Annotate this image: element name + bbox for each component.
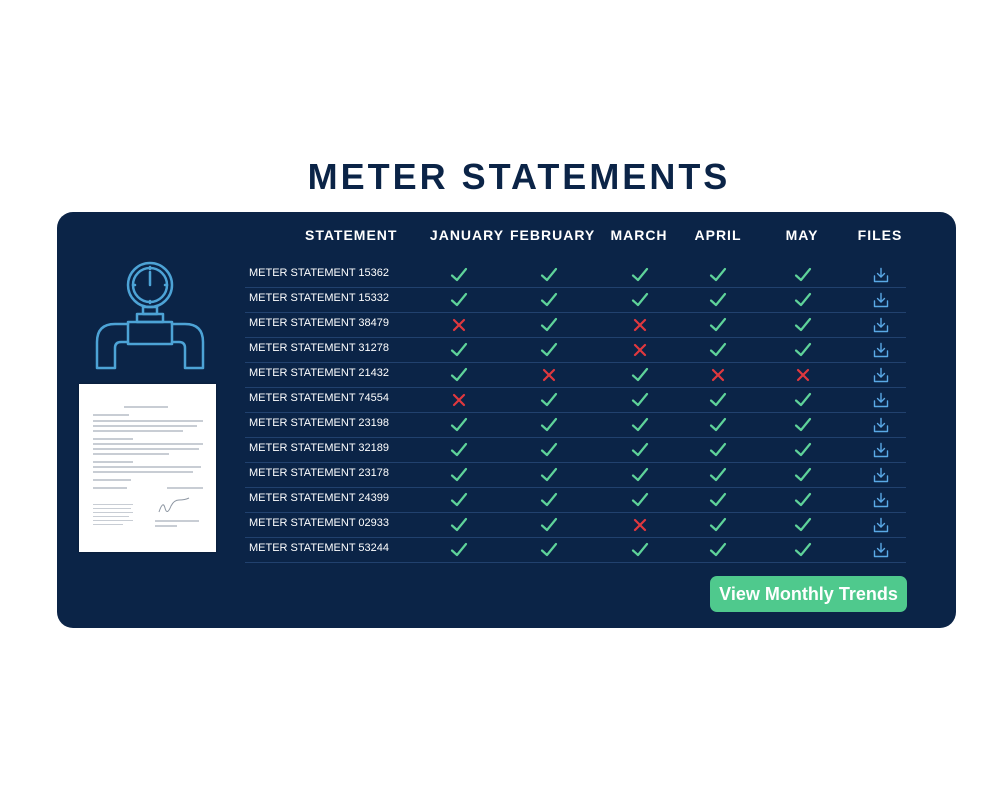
table-row	[245, 387, 906, 413]
statement-label: METER STATEMENT 53244	[249, 542, 389, 554]
cross-icon	[534, 362, 564, 387]
statement-label: METER STATEMENT 23198	[249, 417, 389, 429]
download-icon[interactable]	[866, 387, 896, 412]
cross-icon	[625, 312, 655, 337]
check-icon	[625, 487, 655, 512]
check-icon	[534, 387, 564, 412]
download-icon[interactable]	[866, 462, 896, 487]
check-icon	[788, 537, 818, 562]
check-icon	[703, 312, 733, 337]
check-icon	[444, 537, 474, 562]
check-icon	[625, 412, 655, 437]
statement-label: METER STATEMENT 21432	[249, 367, 389, 379]
check-icon	[534, 437, 564, 462]
statement-label: METER STATEMENT 24399	[249, 492, 389, 504]
check-icon	[625, 437, 655, 462]
check-icon	[444, 287, 474, 312]
statement-label: METER STATEMENT 02933	[249, 517, 389, 529]
check-icon	[703, 287, 733, 312]
pressure-gauge-pipe-icon	[57, 212, 237, 382]
statements-panel	[57, 212, 956, 628]
download-icon[interactable]	[866, 512, 896, 537]
download-icon[interactable]	[866, 337, 896, 362]
download-icon[interactable]	[866, 362, 896, 387]
check-icon	[788, 487, 818, 512]
table-row	[245, 462, 906, 488]
check-icon	[788, 512, 818, 537]
check-icon	[444, 337, 474, 362]
check-icon	[703, 387, 733, 412]
check-icon	[444, 487, 474, 512]
cross-icon	[703, 362, 733, 387]
table-row	[245, 287, 906, 313]
table-row	[245, 537, 906, 563]
check-icon	[534, 487, 564, 512]
check-icon	[703, 262, 733, 287]
check-icon	[788, 437, 818, 462]
statement-label: METER STATEMENT 23178	[249, 467, 389, 479]
check-icon	[788, 262, 818, 287]
check-icon	[444, 412, 474, 437]
download-icon[interactable]	[866, 287, 896, 312]
statement-label: METER STATEMENT 38479	[249, 317, 389, 329]
header-february: FEBRUARY	[510, 227, 596, 243]
header-january: JANUARY	[429, 227, 505, 243]
view-monthly-trends-button[interactable]: View Monthly Trends	[710, 576, 907, 612]
check-icon	[788, 337, 818, 362]
check-icon	[788, 312, 818, 337]
table-row	[245, 412, 906, 438]
table-row	[245, 337, 906, 363]
statement-label: METER STATEMENT 31278	[249, 342, 389, 354]
page-title: METER STATEMENTS	[307, 156, 731, 197]
check-icon	[625, 287, 655, 312]
statement-label: METER STATEMENT 15332	[249, 292, 389, 304]
table-row	[245, 512, 906, 538]
check-icon	[444, 512, 474, 537]
header-may: MAY	[785, 227, 819, 243]
check-icon	[788, 287, 818, 312]
table-row	[245, 262, 906, 288]
header-march: MARCH	[610, 227, 668, 243]
check-icon	[625, 262, 655, 287]
check-icon	[625, 537, 655, 562]
check-icon	[534, 337, 564, 362]
statement-label: METER STATEMENT 74554	[249, 392, 389, 404]
header-statement: STATEMENT	[305, 227, 398, 243]
check-icon	[444, 437, 474, 462]
download-icon[interactable]	[866, 312, 896, 337]
cross-icon	[788, 362, 818, 387]
check-icon	[703, 537, 733, 562]
check-icon	[703, 337, 733, 362]
statement-label: METER STATEMENT 15362	[249, 267, 389, 279]
header-files: FILES	[857, 227, 903, 243]
check-icon	[703, 487, 733, 512]
check-icon	[444, 262, 474, 287]
check-icon	[534, 412, 564, 437]
check-icon	[788, 387, 818, 412]
download-icon[interactable]	[866, 487, 896, 512]
check-icon	[703, 512, 733, 537]
statement-label: METER STATEMENT 32189	[249, 442, 389, 454]
check-icon	[625, 387, 655, 412]
cross-icon	[444, 387, 474, 412]
check-icon	[534, 262, 564, 287]
table-row	[245, 437, 906, 463]
check-icon	[703, 437, 733, 462]
download-icon[interactable]	[866, 437, 896, 462]
check-icon	[788, 412, 818, 437]
signed-document-icon	[79, 384, 216, 552]
check-icon	[703, 462, 733, 487]
check-icon	[444, 462, 474, 487]
cross-icon	[625, 337, 655, 362]
check-icon	[444, 362, 474, 387]
check-icon	[534, 537, 564, 562]
check-icon	[534, 287, 564, 312]
check-icon	[703, 412, 733, 437]
check-icon	[534, 512, 564, 537]
header-april: APRIL	[694, 227, 742, 243]
table-row	[245, 487, 906, 513]
cross-icon	[444, 312, 474, 337]
download-icon[interactable]	[866, 412, 896, 437]
check-icon	[625, 462, 655, 487]
cross-icon	[625, 512, 655, 537]
table-row	[245, 362, 906, 388]
table-row	[245, 312, 906, 338]
check-icon	[788, 462, 818, 487]
download-icon[interactable]	[866, 537, 896, 562]
check-icon	[534, 312, 564, 337]
download-icon[interactable]	[866, 262, 896, 287]
check-icon	[534, 462, 564, 487]
check-icon	[625, 362, 655, 387]
